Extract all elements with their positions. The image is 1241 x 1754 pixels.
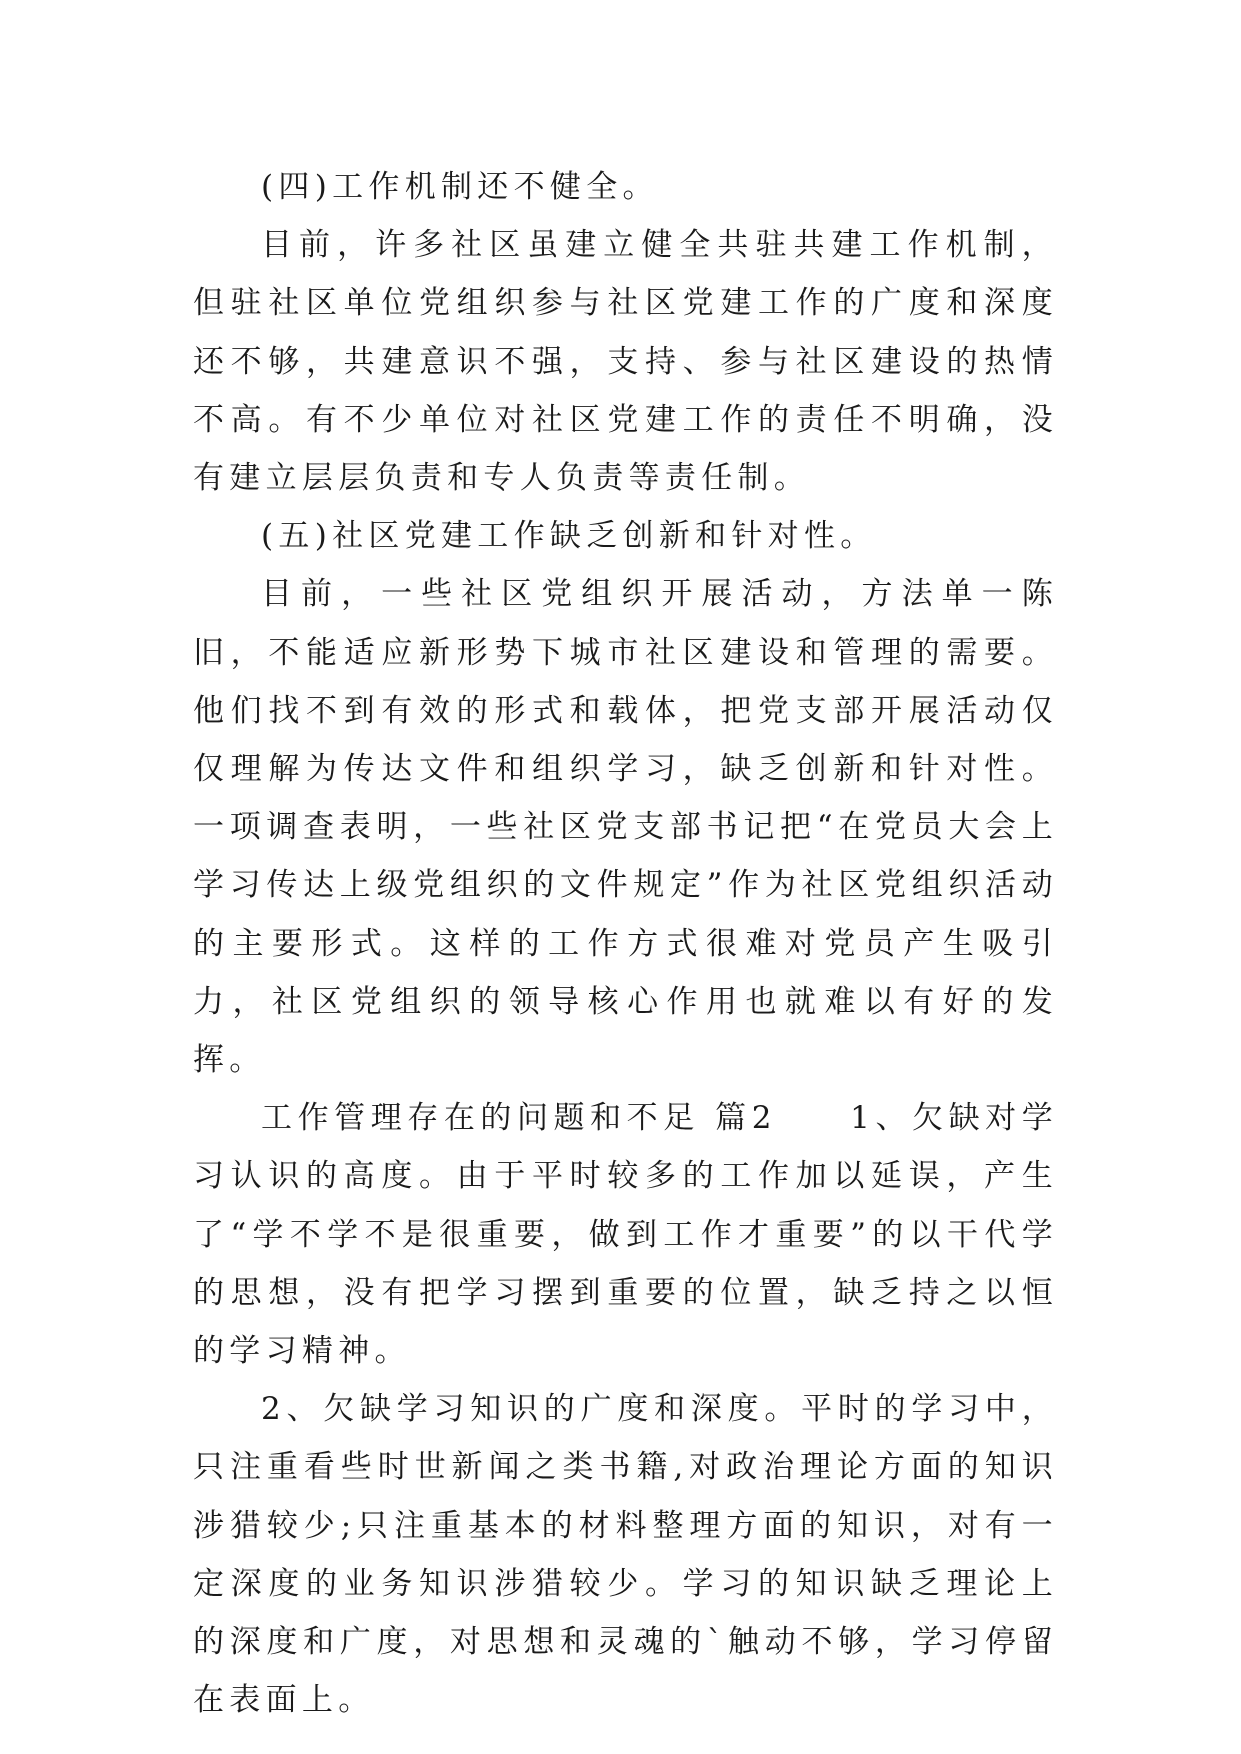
section-heading-5: (五)社区党建工作缺乏创新和针对性。 — [261, 518, 877, 555]
paragraph: 目前，一些社区党组织开展活动，方法单一陈旧，不能适应新形势下城市社区建设和管理的需要。他们找不到有效的形式和载体，把党支部开展活动仅仅理解为传达文件和组织学习，缺乏创新和针对性。一项调查表明，一些社区党支部书记把“在党员大会上学习传达上级党组织的文件规定”作为社区党组织活动的主要形式。这样的工作方式很难对党员产生吸引力，社区党组织的领导核心作用也就难以有好的发挥。 — [193, 576, 1058, 1079]
document-body — [193, 158, 1058, 1729]
section-heading-4: (四)工作机制还不健全。 — [261, 169, 659, 205]
paragraph: 工作管理存在的问题和不足 篇2 1、欠缺对学习认识的高度。由于平时较多的工作加以延误，产生了“学不学不是很重要，做到工作才重要”的以干代学的思想，没有把学习摆到重要的位置，缺乏持之以恒的学习精神。 — [193, 1100, 1058, 1370]
paragraph: 目前，许多社区虽建立健全共驻共建工作机制，但驻社区单位党组织参与社区党建工作的广度和深度还不够，共建意识不强，支持、参与社区建设的热情不高。有不少单位对社区党建工作的责任不明确，没有建立层层负责和专人负责等责任制。 — [193, 227, 1058, 497]
paragraph: 2、欠缺学习知识的广度和深度。平时的学习中，只注重看些时世新闻之类书籍,对政治理论方面的知识涉猎较少;只注重基本的材料整理方面的知识，对有一定深度的业务知识涉猎较少。学习的知识缺乏理论上的深度和广度，对思想和灵魂的`触动不够，学习停留在表面上。 — [193, 1391, 1058, 1719]
